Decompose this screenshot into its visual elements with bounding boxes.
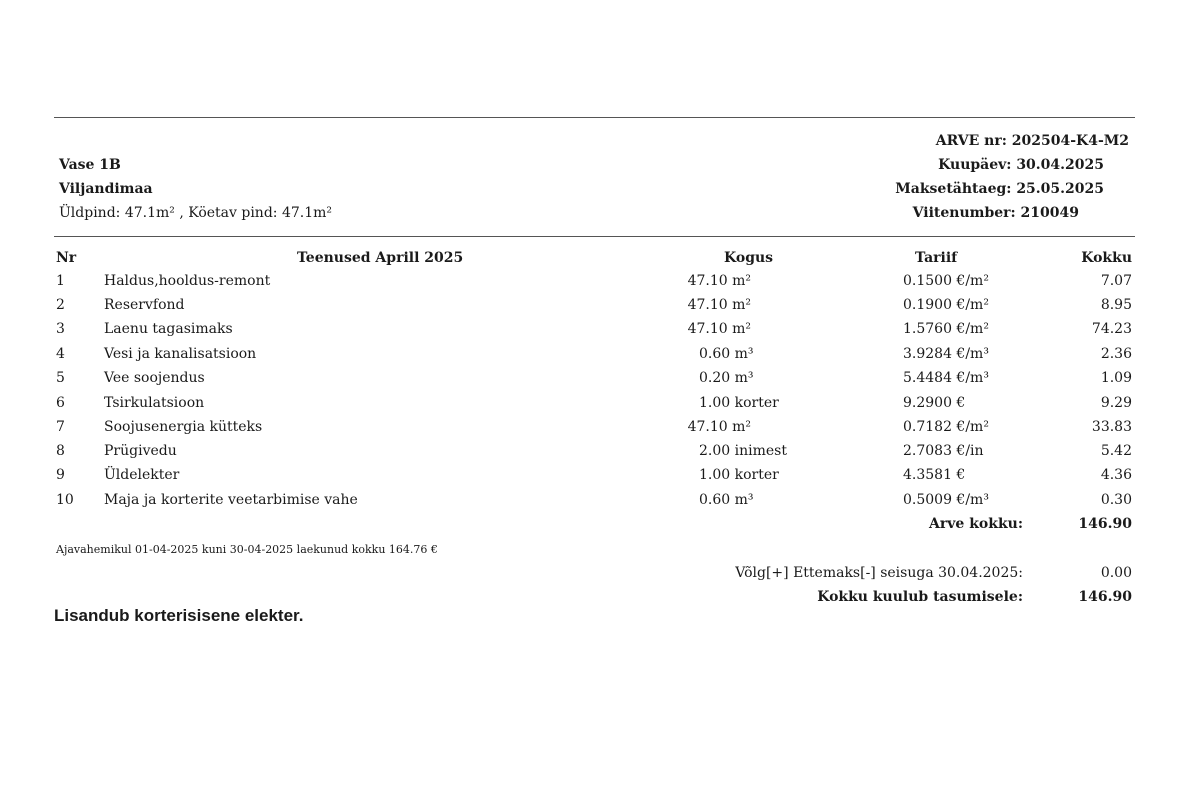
row-qty: 47.10 m²	[687, 273, 751, 289]
row-qty: 47.10 m²	[687, 321, 751, 337]
row-service: Reservfond	[104, 297, 185, 313]
invoice-due-date: Maksetähtaeg: 25.05.2025	[895, 181, 1104, 197]
col-header-total: Kokku	[1081, 250, 1132, 266]
address-line2: Viljandimaa	[59, 181, 153, 197]
row-service: Vee soojendus	[104, 370, 205, 386]
row-total: 1.09	[1100, 370, 1132, 386]
row-nr: 10	[56, 492, 74, 508]
address-line1: Vase 1B	[59, 157, 121, 173]
row-rate: 3.9284 €/m³	[903, 346, 989, 362]
row-nr: 6	[56, 395, 65, 411]
row-total: 9.29	[1100, 395, 1132, 411]
row-nr: 5	[56, 370, 65, 386]
col-header-rate: Tariif	[915, 250, 958, 266]
row-qty: 2.00 inimest	[699, 443, 787, 459]
row-rate: 9.2900 €	[903, 395, 966, 411]
row-service: Soojusenergia kütteks	[104, 419, 263, 435]
col-header-service: Teenused Aprill 2025	[297, 250, 464, 266]
row-qty: 0.60 m³	[699, 492, 754, 508]
row-rate: 5.4484 €/m³	[903, 370, 989, 386]
to-pay-value: 146.90	[1078, 589, 1132, 605]
col-header-qty: Kogus	[724, 250, 774, 266]
row-total: 5.42	[1100, 443, 1132, 459]
row-rate: 0.7182 €/m²	[903, 419, 989, 435]
row-nr: 7	[56, 419, 65, 435]
row-nr: 4	[56, 346, 65, 362]
row-total: 4.36	[1100, 467, 1132, 483]
row-nr: 1	[56, 273, 65, 289]
received-note: Ajavahemikul 01-04-2025 kuni 30-04-2025 laekunud kokku 164.76 €	[56, 543, 438, 556]
footer-note: Lisandub korterisisene elekter.	[54, 606, 304, 625]
invoice-total-label: Arve kokku:	[929, 516, 1023, 532]
row-nr: 3	[56, 321, 65, 337]
row-rate: 0.1500 €/m²	[903, 273, 989, 289]
invoice-date: Kuupäev: 30.04.2025	[938, 157, 1104, 173]
area-info: Üldpind: 47.1m² , Köetav pind: 47.1m²	[59, 205, 333, 221]
header-rule	[54, 236, 1135, 237]
col-header-nr: Nr	[56, 250, 77, 266]
row-nr: 9	[56, 467, 65, 483]
row-service: Prügivedu	[104, 443, 177, 459]
to-pay-label: Kokku kuulub tasumisele:	[817, 589, 1023, 605]
row-rate: 1.5760 €/m²	[903, 321, 989, 337]
row-total: 2.36	[1100, 346, 1132, 362]
row-qty: 1.00 korter	[699, 395, 779, 411]
row-service: Maja ja korterite veetarbimise vahe	[104, 492, 358, 508]
row-total: 74.23	[1091, 321, 1132, 337]
balance-value: 0.00	[1100, 565, 1132, 581]
row-service: Laenu tagasimaks	[104, 321, 233, 337]
row-rate: 2.7083 €/in	[903, 443, 984, 459]
row-total: 7.07	[1100, 273, 1132, 289]
row-rate: 0.5009 €/m³	[903, 492, 989, 508]
row-rate: 4.3581 €	[903, 467, 966, 483]
invoice-reference: Viitenumber: 210049	[912, 205, 1079, 221]
row-service: Üldelekter	[104, 467, 180, 483]
row-qty: 0.20 m³	[699, 370, 754, 386]
balance-label: Võlg[+] Ettemaks[-] seisuga 30.04.2025:	[735, 565, 1023, 581]
top-rule	[54, 117, 1135, 118]
row-rate: 0.1900 €/m²	[903, 297, 989, 313]
row-total: 8.95	[1100, 297, 1132, 313]
row-service: Haldus,hooldus-remont	[104, 273, 271, 289]
invoice-total-value: 146.90	[1078, 516, 1132, 532]
row-service: Tsirkulatsioon	[104, 395, 205, 411]
row-service: Vesi ja kanalisatsioon	[104, 346, 257, 362]
row-nr: 2	[56, 297, 65, 313]
row-total: 0.30	[1100, 492, 1132, 508]
invoice-number: ARVE nr: 202504-K4-M2	[935, 133, 1129, 149]
row-qty: 0.60 m³	[699, 346, 754, 362]
row-nr: 8	[56, 443, 65, 459]
row-qty: 47.10 m²	[687, 419, 751, 435]
row-total: 33.83	[1091, 419, 1132, 435]
row-qty: 47.10 m²	[687, 297, 751, 313]
row-qty: 1.00 korter	[699, 467, 779, 483]
